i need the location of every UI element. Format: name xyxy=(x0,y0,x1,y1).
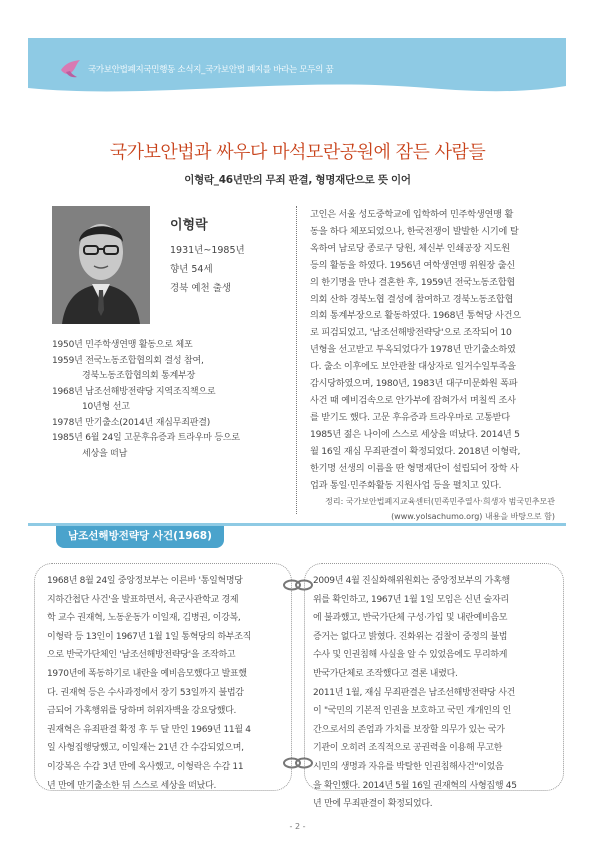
case-line: 1970년에 폭동하기로 내란을 예비음모했다고 발표했 xyxy=(47,668,247,679)
profile-years: 1931년~1985년 xyxy=(170,245,245,256)
case-line: 권재혁은 유죄판결 확정 후 두 달 만인 1969년 11월 4 xyxy=(47,724,251,735)
timeline-item: 경북노동조합협의회 통계부장 xyxy=(82,371,196,381)
timeline-item: 1968년 남조선해방전략당 지역조직책으로 xyxy=(52,386,216,397)
retrial-line: 시민의 생명과 자유를 박탈한 인권침해사건"이었음 xyxy=(313,761,504,772)
bio-line: 동을 하다 체포되었으나, 한국전쟁이 발발한 시기에 탈 xyxy=(310,225,519,237)
bio-line: 고인은 서울 성도중학교에 입학하여 민주학생연맹 활 xyxy=(310,209,514,220)
timeline-item: 1959년 전국노동조합협의회 결성 참여, xyxy=(52,355,204,366)
dove-logo-icon xyxy=(58,56,84,82)
credit-line: 정리: 국가보안법폐지교육센터(민족민주열사·희생자 범국민추모관 xyxy=(325,497,555,506)
bio-line: 1985년 젊은 나이에 스스로 세상을 떠났다. 2014년 5 xyxy=(310,428,520,440)
case-line: 으로 반국가단체인 '남조선해방전략당'을 조작하고 xyxy=(47,650,236,661)
article-title: 국가보안법과 싸우다 마석모란공원에 잠든 사람들 xyxy=(109,142,486,163)
case-line: 금되어 가혹행위를 당하며 허위자백을 강요당했다. xyxy=(47,706,237,717)
bio-line: 로 피검되었고, '남조선해방전략당'으로 조작되어 10 xyxy=(310,327,512,339)
retrial-line: 2009년 4월 진실화해위원회는 중앙정보부의 가혹행 xyxy=(313,576,510,586)
case-line: 년 만에 만기출소한 뒤 스스로 세상을 떠났다. xyxy=(47,780,217,791)
retrial-line: 간으로서의 존엄과 가치를 보장할 의무가 있는 국가 xyxy=(313,724,505,735)
case-line: 일 사형집행당했고, 이일재는 21년 간 수감되었으며, xyxy=(47,743,244,754)
retrial-line: 2011년 1월, 재심 무죄판결은 남조선해방전략당 사건 xyxy=(313,687,515,698)
case-line: 1968년 8월 24일 중앙정보부는 이른바 '통일혁명당 xyxy=(47,576,243,586)
page-number: - 2 - xyxy=(289,822,306,831)
bio-line: 월 16일 재심 무죄판결이 확정되었다. 2018년 이형락, xyxy=(310,445,521,457)
chain-link-icon xyxy=(282,578,314,592)
profile-name: 이형락 xyxy=(170,218,208,233)
retrial-line: 위를 확인하고, 1967년 1월 1일 모임은 신년 술자리 xyxy=(313,594,509,605)
case-summary-box xyxy=(34,563,292,791)
bio-line: 한기명 선생의 이름을 딴 형명재단이 설립되어 장학 사 xyxy=(310,462,519,474)
portrait-photo xyxy=(52,206,150,324)
chain-link-icon xyxy=(282,756,314,770)
timeline-item: 10년형 선고 xyxy=(82,402,130,412)
case-line: 다. 권재혁 등은 수사과정에서 장기 53일까지 불법감 xyxy=(47,687,244,698)
retrial-line: 기관이 오히려 조직적으로 공권력을 이용해 무고한 xyxy=(313,743,503,754)
profile-age: 향년 54세 xyxy=(170,264,213,275)
case-line: 지하간첩단 사건'을 발표하면서, 육군사관학교 경제 xyxy=(47,594,239,605)
retrial-line: 년 만에 무죄판결이 확정되었다. xyxy=(313,799,433,810)
banner-wave xyxy=(28,78,566,96)
retrial-line: 이 "국민의 기본적 인권을 보호하고 국민 개개인의 인 xyxy=(313,706,512,717)
credit-line: (www.yolsachumo.org) 내용을 바탕으로 함) xyxy=(391,512,555,521)
retrial-line: 반국가단체로 조작했다고 결론 내렸다. xyxy=(313,668,458,679)
retrial-line: 에 불과했고, 반국가단체 구성·가입 및 내란예비음모 xyxy=(313,613,508,624)
banner-text: 국가보안법폐지국민행동 소식지_국가보안법 폐지를 바라는 모두의 꿈 xyxy=(88,65,334,75)
case-line: 학 교수 권재혁, 노동운동가 이일재, 김병권, 이강복, xyxy=(47,613,241,624)
bio-line: 다. 출소 이후에도 보안관찰 대상자로 일거수일투족을 xyxy=(310,361,516,373)
timeline-list xyxy=(52,338,278,462)
case-line: 이형락 등 13인이 1967년 1월 1일 통혁당의 하부조직 xyxy=(47,631,252,642)
timeline-item: 1950년 민주학생연맹 활동으로 체포 xyxy=(52,340,193,350)
biography-text xyxy=(310,207,562,494)
timeline-item: 1985년 6월 24일 고문후유증과 트라우마 등으로 xyxy=(52,433,240,443)
bio-line: 의회 산하 경북노협 결성에 참여하고 경북노동조합협 xyxy=(310,293,514,305)
retrial-line: 수사 및 인권침해 사실을 알 수 있었음에도 무리하게 xyxy=(313,650,508,661)
bio-line: 의 한기명을 만나 결혼한 후, 1959년 전국노동조합협 xyxy=(310,276,515,288)
retrial-line: 을 확인했다. 2014년 5월 16일 권재혁의 사형집행 45 xyxy=(313,780,517,791)
section-title: 남조선해방전략당 사건(1968) xyxy=(56,526,224,548)
bio-line: 년형을 선고받고 투옥되었다가 1978년 만기출소하였 xyxy=(310,344,516,356)
profile-info xyxy=(170,214,245,298)
bio-line: 등의 활동을 하였다. 1956년 여학생연맹 위원장 출신 xyxy=(310,259,515,271)
timeline-item: 1978년 만기출소(2014년 재심무죄판결) xyxy=(52,417,211,428)
retrial-line: 증거는 없다고 밝혔다. 진화위는 검찰이 중정의 불법 xyxy=(313,631,508,642)
profile-origin: 경북 예천 출생 xyxy=(170,283,232,294)
source-credit xyxy=(325,494,555,524)
bio-line: 사건 때 예비검속으로 안가부에 잡혀가서 며칠씩 조사 xyxy=(310,394,516,406)
retrial-box xyxy=(304,563,564,810)
timeline-item: 세상을 떠남 xyxy=(82,448,128,459)
bio-line: 감시당하였으며, 1980년, 1983년 대구미문화원 폭파 xyxy=(310,378,518,390)
bio-line: 를 받기도 했다. 고문 후유증과 트라우마로 고통받다 xyxy=(310,411,510,423)
column-divider xyxy=(296,206,297,514)
bio-line: 옥하여 남로당 종로구 당원, 체신부 인쇄공장 지도원 xyxy=(310,242,510,254)
case-line: 이강복은 수감 3년 만에 옥사했고, 이형락은 수감 11 xyxy=(47,761,244,772)
article-subtitle: 이형락_46년만의 무죄 판결, 형명재단으로 뜻 이어 xyxy=(184,174,411,186)
bio-line: 업과 통일·민주화활동 지원사업 등을 펼치고 있다. xyxy=(310,479,502,491)
bio-line: 의회 통계부장으로 활동하였다. 1968년 통혁당 사건으 xyxy=(310,310,521,322)
